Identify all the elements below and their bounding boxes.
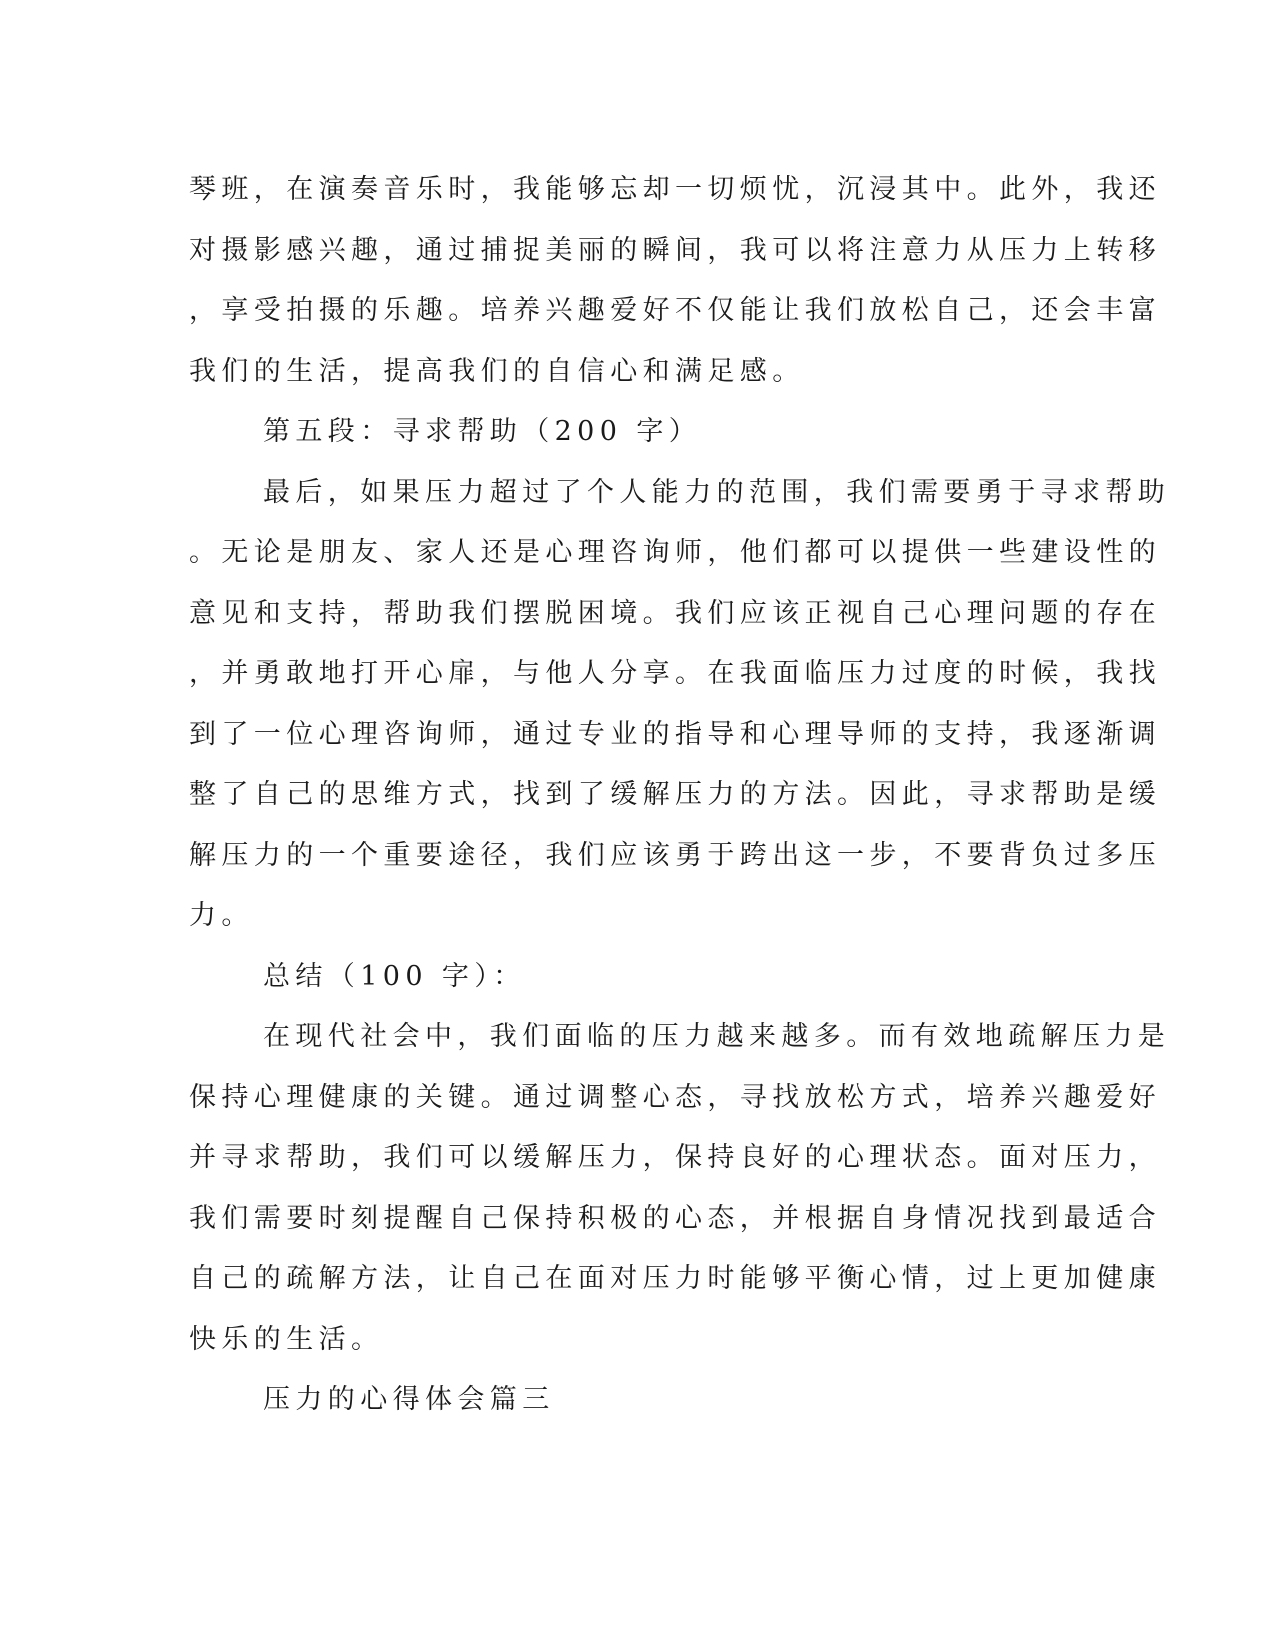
- paragraph-line: 在现代社会中，我们面临的压力越来越多。而有效地疏解压力是: [263, 1021, 1171, 1052]
- paragraph-line: 解压力的一个重要途径，我们应该勇于跨出这一步，不要背负过多压: [189, 839, 1161, 871]
- paragraph-line: 琴班，在演奏音乐时，我能够忘却一切烦忧，沉浸其中。此外，我还: [189, 174, 1161, 205]
- paragraph-line: 力。: [189, 900, 254, 931]
- document-body: [189, 160, 1171, 1431]
- paragraph-line: 最后，如果压力超过了个人能力的范围，我们需要勇于寻求帮助: [263, 476, 1171, 508]
- paragraph-line: 我们的生活，提高我们的自信心和满足感。: [189, 355, 805, 387]
- section-heading: 第五段：寻求帮助（200 字）: [263, 416, 702, 447]
- paragraph-line: 到了一位心理咨询师，通过专业的指导和心理导师的支持，我逐渐调: [189, 718, 1161, 750]
- paragraph-line: 对摄影感兴趣，通过捕捉美丽的瞬间，我可以将注意力从压力上转移: [189, 234, 1161, 266]
- paragraph-line: 并寻求帮助，我们可以缓解压力，保持良好的心理状态。面对压力，: [189, 1142, 1161, 1173]
- section-heading: 总结（100 字）：: [263, 960, 526, 992]
- paragraph-line: 整了自己的思维方式，找到了缓解压力的方法。因此，寻求帮助是缓: [189, 779, 1161, 810]
- paragraph-line: 。无论是朋友、家人还是心理咨询师，他们都可以提供一些建设性的: [189, 537, 1161, 568]
- paragraph-line: 快乐的生活。: [189, 1323, 384, 1355]
- paragraph-line: 意见和支持，帮助我们摆脱困境。我们应该正视自己心理问题的存在: [189, 597, 1161, 629]
- paragraph-line: 自己的疏解方法，让自己在面对压力时能够平衡心情，过上更加健康: [189, 1263, 1161, 1294]
- section-title: 压力的心得体会篇三: [263, 1384, 555, 1415]
- paragraph-line: 保持心理健康的关键。通过调整心态，寻找放松方式，培养兴趣爱好: [189, 1081, 1161, 1113]
- paragraph-line: ，享受拍摄的乐趣。培养兴趣爱好不仅能让我们放松自己，还会丰富: [189, 295, 1161, 326]
- paragraph-line: ，并勇敢地打开心扉，与他人分享。在我面临压力过度的时候，我找: [189, 658, 1161, 689]
- paragraph-line: 我们需要时刻提醒自己保持积极的心态，并根据自身情况找到最适合: [189, 1202, 1161, 1234]
